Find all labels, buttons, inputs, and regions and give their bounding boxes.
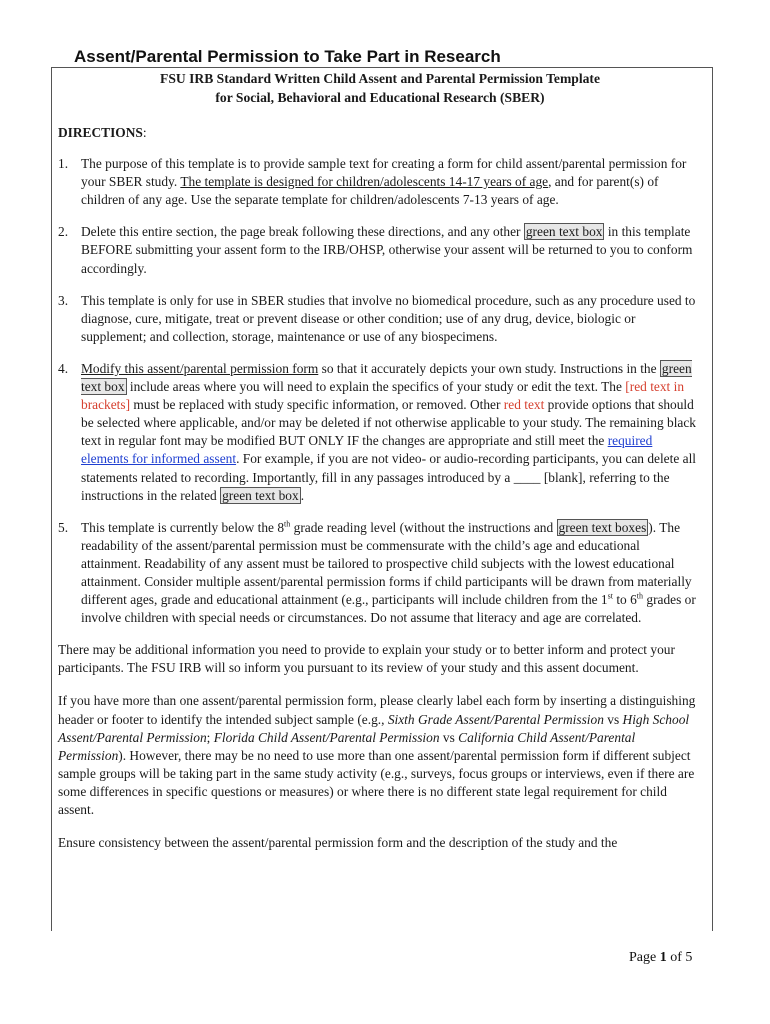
item-number: 4. — [58, 360, 69, 376]
informed-assent-link[interactable]: required elements for informed assent — [81, 433, 653, 467]
item-number: 5. — [58, 519, 69, 535]
consistency-paragraph: Ensure consistency between the assent/parental permission form and the description of the study and the — [58, 835, 618, 851]
green-text-box-highlight: green text box — [525, 224, 603, 240]
total-pages: 5 — [685, 950, 693, 965]
page-footer: Page 1 of 5 — [629, 950, 693, 965]
green-text-box-highlight: green text box — [222, 487, 299, 503]
direction-item-2: 2. Delete this entire section, the page break following these directions, and any other green text box in this template BEFORE submitting your assent form to the IRB/OHSP, otherwise your assent will be returned to you to conform accordingly. — [58, 224, 693, 276]
direction-item-3: 3. This template is only for use in SBER studies that involve no biomedical procedure, such as any procedure used to diagnose, cure, mitigate, treat or prevent disease or other condition; use of any drug, device, biologic or supplement; and collection, storage, maintenance or use of any biospecimens. — [58, 292, 696, 344]
directions-list — [58, 155, 702, 627]
item-number: 1. — [58, 156, 69, 172]
direction-item-4: 4. Modify this assent/parental permission form so that it accurately depicts your own study. Instructions in the green text box include areas where you will need to explain the specifics of your study or edit the text. The [red text in brackets] must be replaced with study specific information, or removed. Other red text provide options that should be selected where applicable, and/or may be deleted if not otherwise applicable to your study. The remaining black text in regular font may be modified BUT ONLY IF the changes are appropriate and still meet the required elements for informed assent. For example, if you are not video- or audio-recording participants, you can delete all statements related to recording. Importantly, fill in any passages introduced by a ____ [blank], referring to the instructions in the related green text box . — [58, 360, 697, 503]
document-heading: Assent/Parental Permission to Take Part in Research — [74, 47, 501, 66]
green-text-box-highlight: green text boxes — [558, 519, 647, 535]
red-bracket-text: [red text in brackets] — [81, 379, 685, 413]
multiple-forms-paragraph: If you have more than one assent/parental permission form, please clearly label each form by inserting a distinguishing header or footer to identify the intended subject sample (e.g., Sixth Grade Assent/Parental Permission vs High School Assent/Parental Permission; Florida Child Assent/Parental Permission vs California Child Assent/Parental Permission). However, there may be no need to use more than one assent/parental permission form if different subject sample groups will be taking part in the same study activity (e.g., surveys, focus groups or interviews, even if there are some differences in specific questions or measures) or where there is no different state legal requirement for child assent. — [58, 693, 696, 817]
red-text: red text — [503, 397, 545, 413]
template-title-line1: FSU IRB Standard Written Child Assent and Parental Permission Template — [160, 71, 600, 86]
direction-item-1: 1. The purpose of this template is to provide sample text for creating a form for child assent/parental permission for your SBER study. The template is designed for children/adolescents 14-17 years of age, and for parent(s) of children of any age. Use the separate template for children/adolescents 7-13 years of age. — [58, 156, 687, 208]
additional-info-paragraph: There may be additional information you need to provide to explain your study or to better inform and protect your participants. The FSU IRB will so inform you pursuant to its review of your study and this assent document. — [58, 642, 675, 676]
template-title-line2: for Social, Behavioral and Educational Research (SBER) — [215, 90, 545, 105]
current-page-number: 1 — [659, 950, 667, 965]
directions-label: DIRECTIONS: — [58, 125, 147, 140]
green-text-box-highlight: green text box — [81, 360, 692, 395]
item-number: 3. — [58, 292, 69, 308]
item-number: 2. — [58, 224, 69, 240]
template-title — [58, 69, 702, 107]
direction-item-5: 5. This template is currently below the 8th grade reading level (without the instructions and green text boxes ). The readability of the assent/parental permission must be commensurate with the child’s age and educational attainment. Readability of any assent must be tailored to prospective child subjects with the lowest educational attainment. Consider multiple assent/parental permission forms if child participants will be drawn from materially different ages, grade and educational attainment (e.g., participants will include children from the 1st to 6th grades or involve children with special needs or circumstances. Do not assume that literacy and age are correlated. — [58, 519, 696, 626]
directions-frame — [51, 67, 713, 931]
